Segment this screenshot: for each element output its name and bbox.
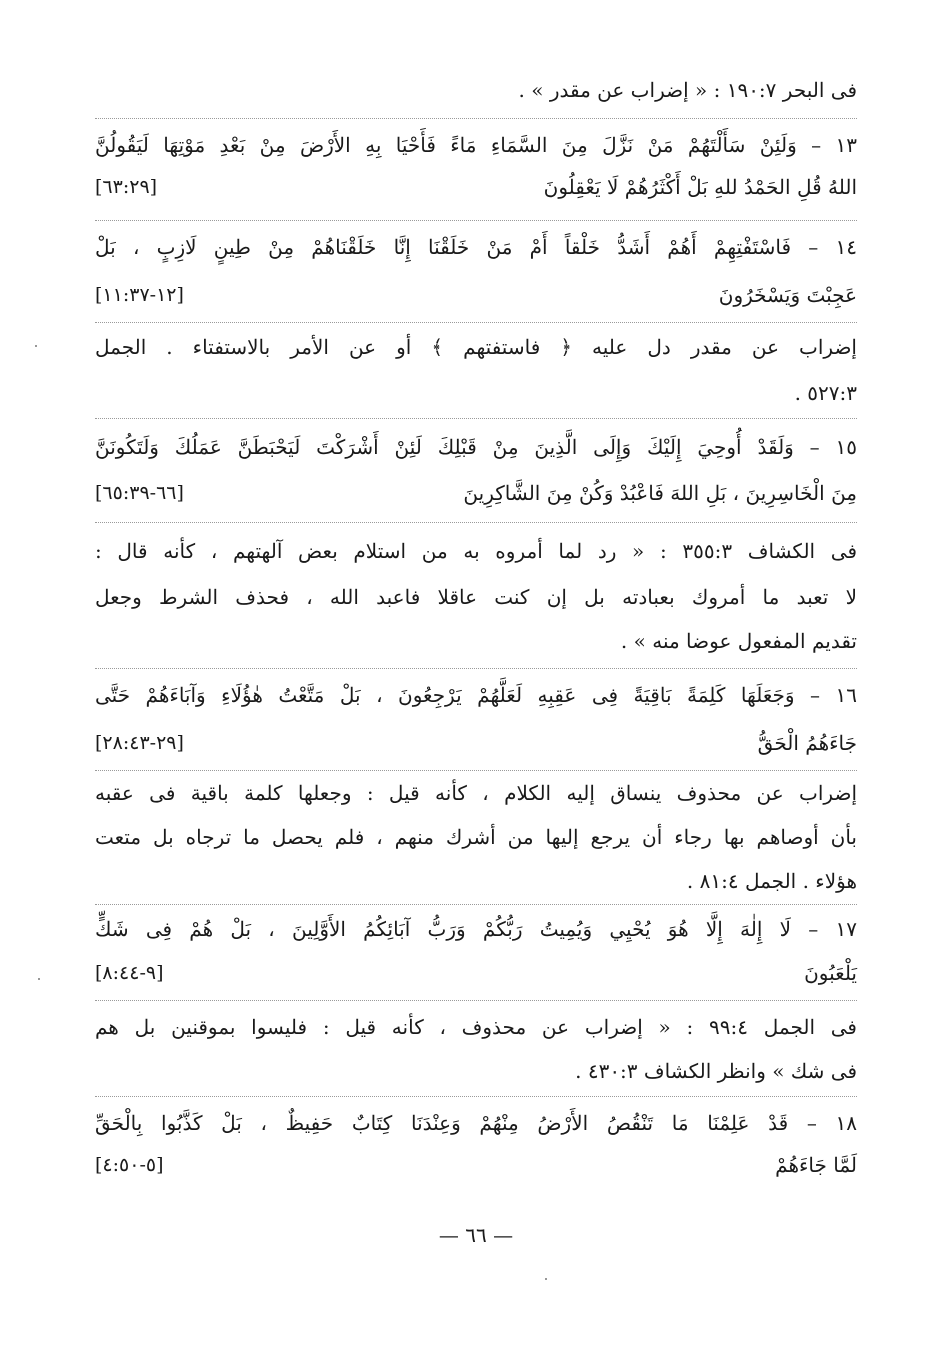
verse-13-line-1: ١٣ – وَلَئِنْ سَأَلْتَهُمْ مَنْ نَزَّلَ مِنَ السَّمَاءِ مَاءً فَأَحْيَا بِهِ الأَرْضَ مِنْ بَعْدِ مَوْتِهَا لَيَقُولُنَّ — [95, 133, 857, 157]
divider — [95, 418, 857, 419]
verse-14-reference: [١٢-١١:٣٧] — [95, 284, 184, 306]
verse-15-text: مِنَ الْخَاسِرِينَ ، بَلِ اللهَ فَاعْبُدْ وَكُنْ مِنَ الشَّاكِرِينَ — [463, 481, 857, 505]
commentary-15-line-1: فى الكشاف ٣٥٥:٣ : « رد لما أمروه به من استلام بعض آلهتهم ، كأنه قال : — [95, 539, 857, 563]
commentary-15-line-2: لا تعبد ما أمروك بعبادته بل إن كنت عاقلا فاعبد الله ، فحذف الشرط وجعل — [95, 585, 857, 609]
page-number: — ٦٦ — — [438, 1223, 514, 1247]
scan-speck — [38, 978, 40, 980]
divider — [95, 1000, 857, 1001]
commentary-16-line-3: هؤلاء . الجمل ٨١:٤ . — [686, 869, 857, 893]
verse-17-text: يَلْعَبُونَ — [804, 961, 857, 985]
verse-17-line-2 — [95, 958, 857, 988]
commentary-17-line-2: فى شك » وانظر الكشاف ٤٣٠:٣ . — [575, 1059, 857, 1083]
verse-16-text: جَاءَهُمُ الْحَقُّ — [757, 731, 857, 755]
divider — [95, 904, 857, 905]
divider — [95, 220, 857, 221]
verse-15-line-2 — [95, 478, 857, 508]
verse-18-text: لَمَّا جَاءَهُمْ — [775, 1153, 857, 1177]
commentary-14-line-2: ٥٢٧:٣ . — [794, 381, 857, 405]
divider — [95, 668, 857, 669]
divider — [95, 322, 857, 323]
verse-15-reference: [٦٦-٦٥:٣٩] — [95, 482, 184, 504]
verse-14-line-1: ١٤ – فَاسْتَفْتِهِمْ أَهُمْ أَشَدُّ خَلْقاً أَمْ مَنْ خَلَقْنَا إِنَّا خَلَقْنَاهُمْ مِنْ طِينٍ لَازِبٍ ، بَلْ — [95, 235, 857, 259]
verse-16-line-2 — [95, 728, 857, 758]
verse-17-reference: [٩-٨:٤٤] — [95, 962, 164, 984]
verse-13-text: اللهُ قُلِ الحَمْدُ للهِ بَلْ أَكْثَرُهُمْ لَا يَعْقِلُونَ — [543, 175, 857, 199]
verse-16-reference: [٢٩-٢٨:٤٣] — [95, 732, 184, 754]
verse-14-text: عَجِبْتَ وَيَسْخَرُونَ — [718, 283, 857, 307]
scan-speck — [35, 345, 37, 347]
commentary-15-line-3: تقديم المفعول عوضا منه » . — [620, 629, 857, 653]
divider — [95, 770, 857, 771]
header-note: فى البحر ١٩٠:٧ : « إضراب عن مقدر » . — [518, 78, 857, 102]
verse-14-line-2 — [95, 280, 857, 310]
verse-15-line-1: ١٥ – وَلَقَدْ أُوحِيَ إِلَيْكَ وَإِلَى الَّذِينَ مِنْ قَبْلِكَ لَئِنْ أَشْرَكْتَ لَيَحْبَطَنَّ عَمَلُكَ وَلَتَكُونَنَّ — [95, 435, 857, 459]
verse-17-line-1: ١٧ – لَا إِلٰهَ إِلَّا هُوَ يُحْيِي وَيُمِيتُ رَبُّكُمْ وَرَبُّ آبَائِكُمُ الأَوَّلِينَ ، بَلْ هُمْ فِى شَكٍّ — [95, 917, 857, 941]
verse-18-reference: [٥-٤:٥٠] — [95, 1154, 164, 1176]
verse-13-line-2 — [95, 172, 857, 202]
divider — [95, 522, 857, 523]
divider — [95, 118, 857, 119]
commentary-17-line-1: فى الجمل ٩٩:٤ : « إضراب عن محذوف ، كأنه قيل : فليسوا بموقنين بل هم — [95, 1015, 857, 1039]
verse-16-line-1: ١٦ – وَجَعَلَهَا كَلِمَةً بَاقِيَةً فِى عَقِبِهِ لَعَلَّهُمْ يَرْجِعُونَ ، بَلْ مَتَّعْتُ هٰؤُلَاءِ وَآبَاءَهُمْ حَتَّى — [95, 683, 857, 707]
verse-18-line-1: ١٨ – قَدْ عَلِمْنَا مَا تَنْقُصُ الأَرْضُ مِنْهُمْ وَعِنْدَنَا كِتَابٌ حَفِيظٌ ، بَلْ كَذَّبُوا بِالْحَقِّ — [95, 1111, 857, 1135]
scan-speck — [545, 1278, 547, 1280]
commentary-14-line-1: إضراب عن مقدر دل عليه ﴿ فاستفتهم ﴾ أو عن الأمر بالاستفتاء . الجمل — [95, 335, 857, 359]
verse-18-line-2 — [95, 1150, 857, 1180]
commentary-16-line-2: بأن أوصاهم بها رجاء أن يرجع إليها من أشرك منهم ، فلم يحصل ما ترجاه بل متعت — [95, 825, 857, 849]
divider — [95, 1096, 857, 1097]
commentary-16-line-1: إضراب عن محذوف ينساق إليه الكلام ، كأنه قيل : وجعلها كلمة باقية فى عقبه — [95, 781, 857, 805]
verse-13-reference: [٦٣:٢٩] — [95, 176, 158, 198]
